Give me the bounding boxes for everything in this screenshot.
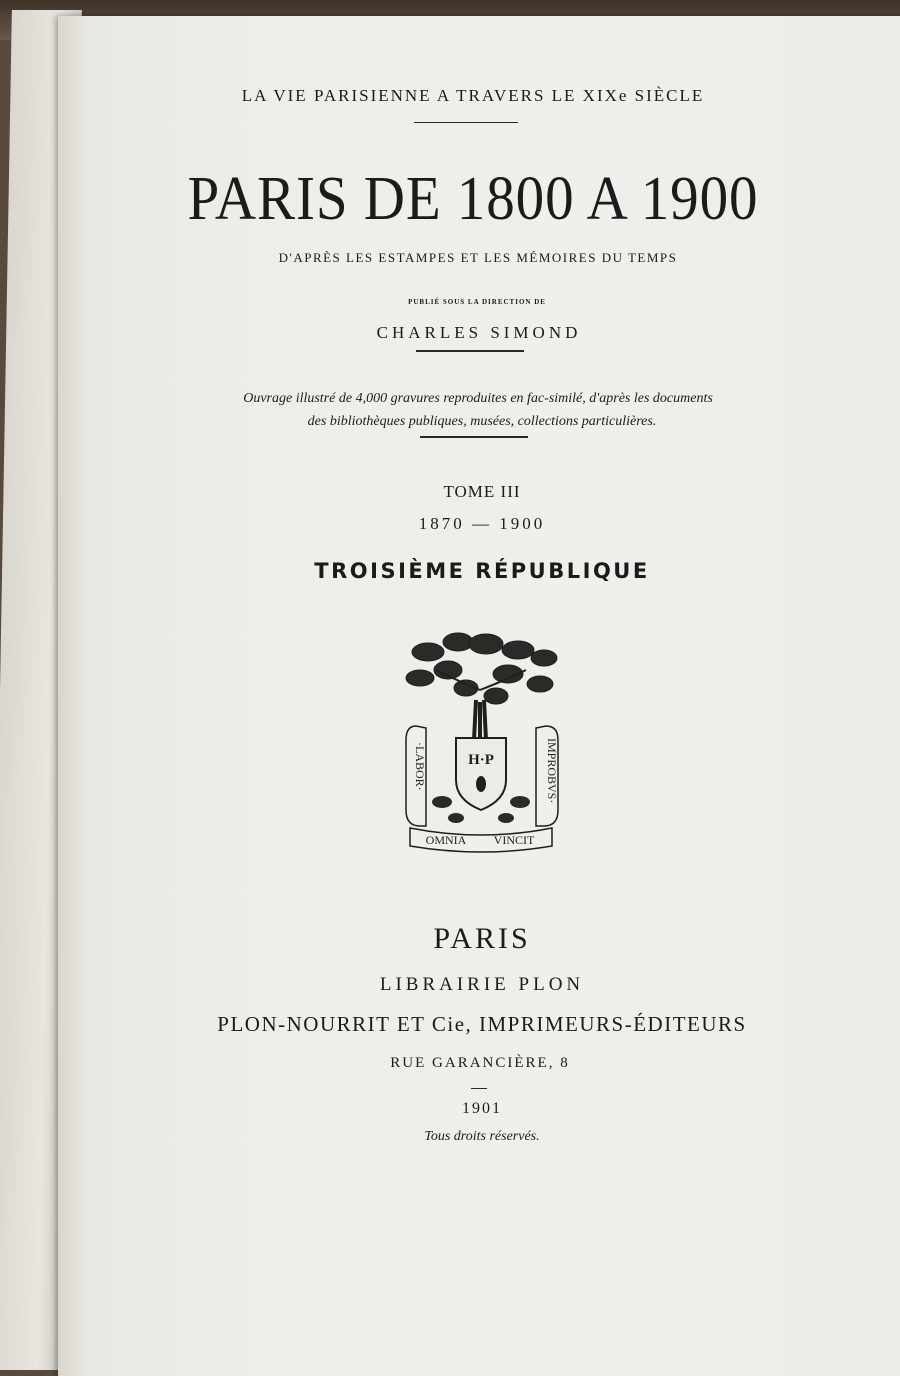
description-line: Ouvrage illustré de 4,000 gravures reproduites en fac-similé, d'après les documents xyxy=(243,391,713,406)
year-range: 1870 — 1900 xyxy=(418,514,546,533)
publication-city: PARIS xyxy=(433,922,531,955)
publication-year: 1901 xyxy=(462,1100,502,1117)
motto-left: ·LABOR· xyxy=(413,742,427,791)
publisher-emblem xyxy=(396,630,566,860)
author-name: CHARLES SIMOND xyxy=(376,323,582,342)
divider-rule xyxy=(471,1088,487,1089)
divider-rule xyxy=(414,122,518,123)
description-line: des bibliothèques publiques, musées, collections particulières. xyxy=(307,414,657,429)
tome-number: TOME III xyxy=(443,482,521,501)
imprint-line: PLON-NOURRIT ET Cie, IMPRIMEURS-ÉDITEURS xyxy=(217,1012,747,1036)
motto-bottom-left: OMNIA xyxy=(425,833,467,847)
monogram: H·P xyxy=(468,752,494,768)
main-title: PARIS DE 1800 A 1900 xyxy=(187,165,759,233)
title-page xyxy=(58,16,900,1376)
motto-bottom-right: VINCIT xyxy=(493,833,535,847)
divider-rule xyxy=(420,436,528,438)
divider-rule xyxy=(416,350,524,352)
era-title: TROISIÈME RÉPUBLIQUE xyxy=(314,559,650,583)
direction-label: PUBLIÉ SOUS LA DIRECTION DE xyxy=(408,298,546,306)
motto-right: IMPROBVS· xyxy=(545,738,559,804)
series-title: LA VIE PARISIENNE A TRAVERS LE XIXe SIÈCLE xyxy=(241,86,705,105)
publisher-name: LIBRAIRIE PLON xyxy=(379,974,585,995)
publisher-address: RUE GARANCIÈRE, 8 xyxy=(390,1055,570,1071)
subtitle: D'APRÈS LES ESTAMPES ET LES MÉMOIRES DU TEMPS xyxy=(278,250,678,265)
rights-notice: Tous droits réservés. xyxy=(424,1129,540,1144)
